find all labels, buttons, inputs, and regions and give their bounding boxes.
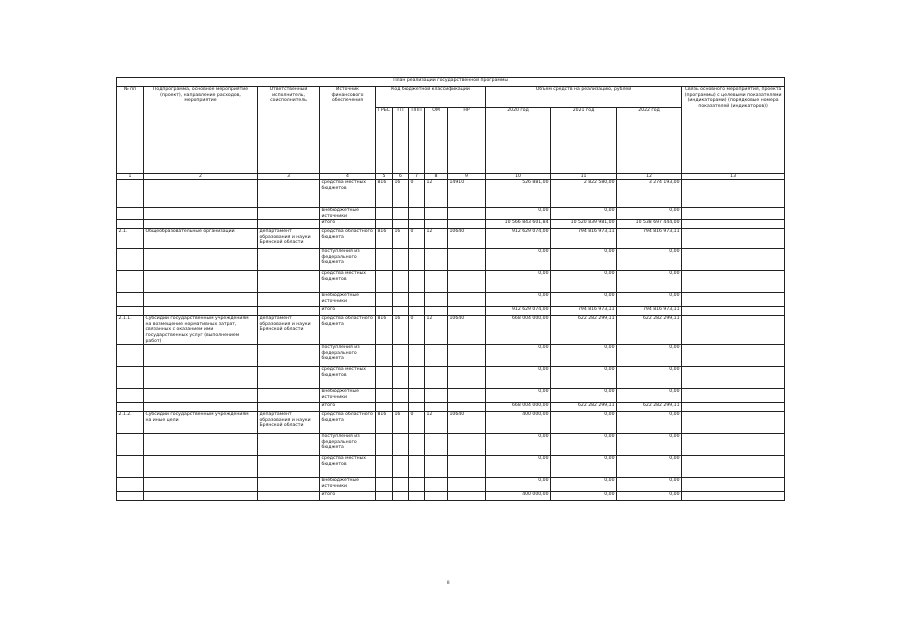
row-amount-2020: 526 881,00: [486, 180, 551, 208]
row-gp: [393, 403, 409, 412]
row-name: [144, 492, 258, 501]
row-om: [425, 403, 448, 412]
col-number: 12: [617, 174, 682, 180]
row-grbs: [376, 208, 393, 220]
row-link: [682, 478, 785, 492]
row-grbs: [376, 367, 393, 389]
row-om: [425, 220, 448, 229]
row-om: 12: [425, 412, 448, 434]
row-link: [682, 220, 785, 229]
row-om: [425, 434, 448, 456]
row-name: [144, 307, 258, 316]
row-link: [682, 345, 785, 367]
row-nr: 10640: [448, 229, 486, 249]
row-executor: департамент образования и науки Брянской области: [258, 229, 320, 249]
row-link: [682, 492, 785, 501]
row-name: [144, 345, 258, 367]
row-link: [682, 229, 785, 249]
row-amount-2020: 0,00: [486, 208, 551, 220]
row-amount-2021: 0,00: [551, 456, 617, 478]
row-gp: [393, 345, 409, 367]
row-gp: [393, 293, 409, 307]
row-amount-2020: 0,00: [486, 456, 551, 478]
row-amount-2020: 0,00: [486, 367, 551, 389]
row-grbs: [376, 249, 393, 271]
row-grbs: 816: [376, 316, 393, 345]
header-2022: 2022 год: [617, 108, 682, 174]
table-row: [117, 456, 785, 478]
row-nr: 10640: [448, 316, 486, 345]
row-amount-2021: 2 822 580,00: [551, 180, 617, 208]
row-grbs: [376, 271, 393, 293]
row-amount-2021: 0,00: [551, 478, 617, 492]
col-number: 1: [117, 174, 144, 180]
row-amount-2021: 622 282 299,11: [551, 316, 617, 345]
table-title: План реализации государственной программы: [117, 78, 785, 87]
row-nr: [448, 367, 486, 389]
row-amount-2021: 0,00: [551, 345, 617, 367]
row-amount-2020: 668 004 000,00: [486, 316, 551, 345]
col-number: 2: [144, 174, 258, 180]
row-executor: [258, 434, 320, 456]
row-amount-2022: 3 274 193,00: [617, 180, 682, 208]
row-ppp: [409, 208, 425, 220]
row-source: внебюджетные источники: [320, 293, 376, 307]
row-amount-2022: 0,00: [617, 293, 682, 307]
table-row: [117, 271, 785, 293]
col-number: 5: [376, 174, 393, 180]
header-executor: Ответственный исполнитель, соисполнитель: [258, 87, 320, 174]
row-amount-2020: 0,00: [486, 345, 551, 367]
row-amount-2020: 912 629 074,00: [486, 229, 551, 249]
row-grbs: 816: [376, 229, 393, 249]
row-number: [117, 249, 144, 271]
row-amount-2021: 0,00: [551, 208, 617, 220]
row-source: поступления из федерального бюджета: [320, 249, 376, 271]
row-number: [117, 456, 144, 478]
row-ppp: [409, 492, 425, 501]
row-nr: [448, 345, 486, 367]
col-number: 6: [393, 174, 409, 180]
row-nr: [448, 307, 486, 316]
row-number: [117, 367, 144, 389]
row-number: [117, 220, 144, 229]
row-ppp: [409, 389, 425, 403]
row-number: [117, 389, 144, 403]
row-om: [425, 456, 448, 478]
row-om: [425, 367, 448, 389]
row-link: [682, 307, 785, 316]
row-gp: [393, 492, 409, 501]
row-om: [425, 389, 448, 403]
row-amount-2021: 794 816 973,11: [551, 229, 617, 249]
row-amount-2021: 794 816 973,11: [551, 307, 617, 316]
row-ppp: 0: [409, 412, 425, 434]
row-executor: [258, 208, 320, 220]
row-amount-2022: 0,00: [617, 208, 682, 220]
row-source: средства местных бюджетов: [320, 456, 376, 478]
col-number: 9: [448, 174, 486, 180]
row-amount-2020: 0,00: [486, 478, 551, 492]
row-link: [682, 271, 785, 293]
row-link: [682, 293, 785, 307]
row-source: средства областного бюджета: [320, 412, 376, 434]
row-om: [425, 492, 448, 501]
table-row: [117, 293, 785, 307]
header-source: Источник финансового обеспечения: [320, 87, 376, 174]
row-name: [144, 434, 258, 456]
row-amount-2021: 0,00: [551, 412, 617, 434]
total-row: [117, 307, 785, 316]
row-link: [682, 249, 785, 271]
row-link: [682, 434, 785, 456]
row-gp: 16: [393, 229, 409, 249]
row-ppp: 0: [409, 180, 425, 208]
row-amount-2022: 622 282 299,11: [617, 403, 682, 412]
row-gp: 16: [393, 180, 409, 208]
row-link: [682, 412, 785, 434]
table-row: [117, 434, 785, 456]
row-source: средства местных бюджетов: [320, 367, 376, 389]
row-nr: [448, 389, 486, 403]
row-executor: [258, 220, 320, 229]
header-2021: 2021 год: [551, 108, 617, 174]
header-name: Подпрограмма, основное мероприятие (проект), направление расходов, мероприятие: [144, 87, 258, 174]
row-source: средства областного бюджета: [320, 229, 376, 249]
row-executor: департамент образования и науки Брянской области: [258, 316, 320, 345]
row-amount-2021: 0,00: [551, 271, 617, 293]
row-amount-2022: 0,00: [617, 456, 682, 478]
row-om: 12: [425, 316, 448, 345]
table-row: [117, 367, 785, 389]
row-grbs: [376, 220, 393, 229]
row-ppp: [409, 478, 425, 492]
row-gp: [393, 478, 409, 492]
row-executor: [258, 492, 320, 501]
row-amount-2021: 0,00: [551, 293, 617, 307]
row-number: [117, 293, 144, 307]
row-ppp: [409, 307, 425, 316]
row-nr: [448, 220, 486, 229]
row-ppp: 0: [409, 316, 425, 345]
row-name: Субсидии государственным учреждениям на возмещение нормативных затрат, связанных с оказанием ими государственных услуг (выполнением работ): [144, 316, 258, 345]
table-row: [117, 229, 785, 249]
row-nr: [448, 492, 486, 501]
row-gp: [393, 456, 409, 478]
row-number: [117, 208, 144, 220]
total-row: [117, 220, 785, 229]
row-grbs: [376, 307, 393, 316]
row-executor: [258, 307, 320, 316]
row-amount-2022: 794 816 973,11: [617, 229, 682, 249]
row-ppp: [409, 271, 425, 293]
row-number: [117, 403, 144, 412]
program-plan-table: [116, 77, 785, 501]
row-grbs: [376, 434, 393, 456]
row-source: поступления из федерального бюджета: [320, 345, 376, 367]
table-title-row: [117, 78, 785, 87]
row-ppp: [409, 456, 425, 478]
row-gp: [393, 220, 409, 229]
col-number: 11: [551, 174, 617, 180]
row-amount-2022: 622 282 299,11: [617, 316, 682, 345]
row-executor: [258, 180, 320, 208]
row-link: [682, 180, 785, 208]
row-grbs: [376, 478, 393, 492]
row-name: Общеобразовательные организации: [144, 229, 258, 249]
row-nr: [448, 403, 486, 412]
row-source: внебюджетные источники: [320, 389, 376, 403]
row-nr: 10640: [448, 412, 486, 434]
row-amount-2021: 0,00: [551, 249, 617, 271]
row-gp: [393, 271, 409, 293]
row-amount-2021: 0,00: [551, 492, 617, 501]
row-name: Субсидии государственным учреждениям на иные цели: [144, 412, 258, 434]
row-executor: [258, 345, 320, 367]
header-2020: 2020 год: [486, 108, 551, 174]
row-amount-2020: 0,00: [486, 271, 551, 293]
row-om: 12: [425, 229, 448, 249]
row-number: [117, 492, 144, 501]
row-number: 2.1.2.: [117, 412, 144, 434]
row-grbs: 816: [376, 180, 393, 208]
row-amount-2020: 0,00: [486, 293, 551, 307]
row-source: внебюджетные источники: [320, 208, 376, 220]
col-number: 10: [486, 174, 551, 180]
table-row: [117, 316, 785, 345]
row-executor: [258, 367, 320, 389]
row-link: [682, 403, 785, 412]
row-amount-2021: 10 520 839 981,00: [551, 220, 617, 229]
row-amount-2021: 0,00: [551, 389, 617, 403]
row-link: [682, 389, 785, 403]
col-number: 7: [409, 174, 425, 180]
page-number: 8: [447, 581, 450, 586]
row-amount-2022: 0,00: [617, 492, 682, 501]
row-amount-2022: 794 816 973,11: [617, 307, 682, 316]
row-grbs: [376, 345, 393, 367]
row-executor: [258, 403, 320, 412]
row-name: [144, 220, 258, 229]
row-name: [144, 456, 258, 478]
row-amount-2022: 0,00: [617, 434, 682, 456]
row-grbs: [376, 403, 393, 412]
row-name: [144, 208, 258, 220]
header-om: ОМ: [425, 108, 448, 174]
row-grbs: [376, 389, 393, 403]
table-row: [117, 345, 785, 367]
row-source: средства областного бюджета: [320, 316, 376, 345]
row-link: [682, 316, 785, 345]
row-link: [682, 456, 785, 478]
row-source: внебюджетные источники: [320, 478, 376, 492]
col-number: 4: [320, 174, 376, 180]
row-om: [425, 208, 448, 220]
row-source: средства местных бюджетов: [320, 180, 376, 208]
row-executor: [258, 249, 320, 271]
row-source: средства местных бюджетов: [320, 271, 376, 293]
row-number: [117, 345, 144, 367]
row-nr: 14910: [448, 180, 486, 208]
row-om: [425, 249, 448, 271]
row-name: [144, 367, 258, 389]
row-name: [144, 478, 258, 492]
row-grbs: [376, 492, 393, 501]
row-number: [117, 180, 144, 208]
table-row: [117, 389, 785, 403]
row-nr: [448, 456, 486, 478]
row-executor: [258, 293, 320, 307]
row-number: 2.1.: [117, 229, 144, 249]
row-gp: [393, 389, 409, 403]
row-ppp: [409, 345, 425, 367]
table-row: [117, 478, 785, 492]
row-name: [144, 403, 258, 412]
row-executor: [258, 271, 320, 293]
row-executor: [258, 478, 320, 492]
row-grbs: [376, 456, 393, 478]
table-row: [117, 412, 785, 434]
header-grbs: ГРБС: [376, 108, 393, 174]
header-row-1: [117, 87, 785, 108]
col-number: 8: [425, 174, 448, 180]
row-om: [425, 345, 448, 367]
header-link: Связь основного мероприятия, проекта (программы) с целевыми показателями (индикаторами) (порядковые номера показателей (индикаторов)): [682, 87, 785, 174]
row-source: итого: [320, 307, 376, 316]
row-om: 12: [425, 180, 448, 208]
row-ppp: [409, 434, 425, 456]
row-gp: [393, 208, 409, 220]
row-ppp: 0: [409, 229, 425, 249]
row-gp: 16: [393, 316, 409, 345]
row-number: [117, 271, 144, 293]
row-number: [117, 307, 144, 316]
row-gp: [393, 434, 409, 456]
row-executor: [258, 389, 320, 403]
row-amount-2020: 0,00: [486, 249, 551, 271]
row-amount-2021: 0,00: [551, 367, 617, 389]
row-amount-2020: 0,00: [486, 389, 551, 403]
header-num: № пп: [117, 87, 144, 174]
row-amount-2020: 10 566 843 601,84: [486, 220, 551, 229]
row-amount-2022: 0,00: [617, 389, 682, 403]
table-row: [117, 208, 785, 220]
table-row: [117, 180, 785, 208]
row-nr: [448, 293, 486, 307]
row-name: [144, 249, 258, 271]
row-amount-2022: 0,00: [617, 478, 682, 492]
row-ppp: [409, 367, 425, 389]
row-nr: [448, 249, 486, 271]
row-om: [425, 293, 448, 307]
row-executor: департамент образования и науки Брянской области: [258, 412, 320, 434]
row-link: [682, 367, 785, 389]
total-row: [117, 403, 785, 412]
row-amount-2022: 0,00: [617, 412, 682, 434]
row-ppp: [409, 249, 425, 271]
row-om: [425, 271, 448, 293]
row-name: [144, 271, 258, 293]
row-grbs: 816: [376, 412, 393, 434]
row-name: [144, 389, 258, 403]
row-source: поступления из федерального бюджета: [320, 434, 376, 456]
row-name: [144, 293, 258, 307]
row-amount-2020: 912 629 074,00: [486, 307, 551, 316]
row-number: [117, 478, 144, 492]
row-ppp: [409, 403, 425, 412]
row-link: [682, 208, 785, 220]
row-nr: [448, 208, 486, 220]
row-source: итого: [320, 220, 376, 229]
row-amount-2021: 622 282 299,11: [551, 403, 617, 412]
row-nr: [448, 271, 486, 293]
row-om: [425, 307, 448, 316]
row-number: 2.1.1.: [117, 316, 144, 345]
row-executor: [258, 456, 320, 478]
header-gp: ГП: [393, 108, 409, 174]
row-gp: [393, 307, 409, 316]
row-amount-2020: 400 000,00: [486, 492, 551, 501]
document-sheet: [116, 77, 784, 501]
row-amount-2022: 0,00: [617, 367, 682, 389]
row-grbs: [376, 293, 393, 307]
row-amount-2020: 400 000,00: [486, 412, 551, 434]
col-number: 3: [258, 174, 320, 180]
header-ppp: ППП: [409, 108, 425, 174]
row-gp: 16: [393, 412, 409, 434]
row-ppp: [409, 220, 425, 229]
row-ppp: [409, 293, 425, 307]
row-nr: [448, 434, 486, 456]
row-name: [144, 180, 258, 208]
row-amount-2022: 0,00: [617, 271, 682, 293]
col-number: 13: [682, 174, 785, 180]
row-amount-2022: 10 538 697 444,00: [617, 220, 682, 229]
row-amount-2022: 0,00: [617, 345, 682, 367]
table-row: [117, 249, 785, 271]
header-code-group: Код бюджетной классификации: [376, 87, 486, 108]
header-nr: НР: [448, 108, 486, 174]
row-om: [425, 478, 448, 492]
row-gp: [393, 249, 409, 271]
row-number: [117, 434, 144, 456]
row-amount-2020: 0,00: [486, 434, 551, 456]
header-amount-group: Объём средств на реализацию, рублей: [486, 87, 682, 108]
row-nr: [448, 478, 486, 492]
row-amount-2022: 0,00: [617, 249, 682, 271]
row-source: итого: [320, 403, 376, 412]
total-row: [117, 492, 785, 501]
row-source: итого: [320, 492, 376, 501]
row-amount-2021: 0,00: [551, 434, 617, 456]
row-amount-2020: 668 004 000,00: [486, 403, 551, 412]
row-gp: [393, 367, 409, 389]
